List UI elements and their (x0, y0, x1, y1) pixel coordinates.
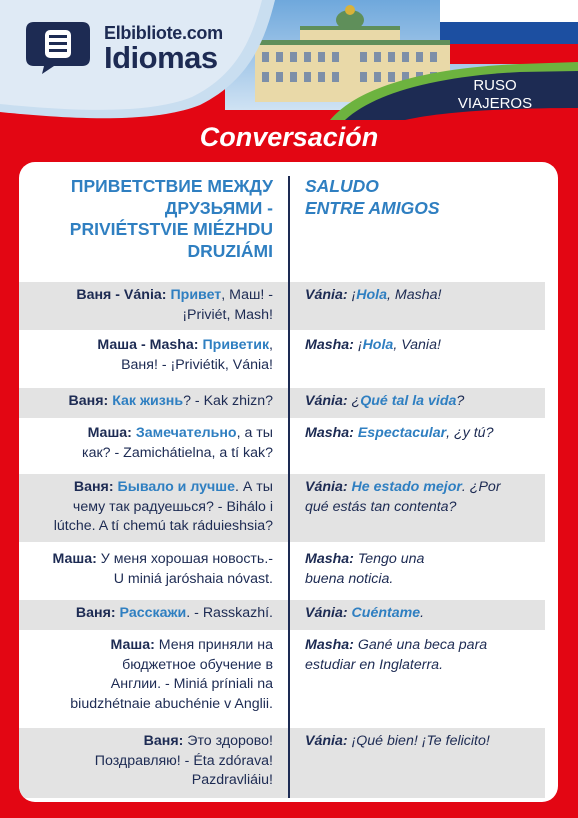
russian-line (27, 478, 273, 537)
speaker-name: Masha: (305, 337, 358, 353)
dialogue-text: Это здорово! (187, 733, 273, 749)
text-line (27, 604, 273, 624)
dialogue-text: как? - Zamichátielna, a tí kak? (82, 444, 273, 461)
dialogue-text: , а ты (236, 425, 273, 441)
brand-name: Idiomas (104, 40, 218, 75)
dialogue-text: , ¿y tú? (446, 425, 494, 441)
text-line (305, 478, 537, 498)
heading-russian-line: DRUZIÁMI (187, 240, 273, 261)
dialogue-text: ¡ (351, 287, 357, 303)
text-line (27, 636, 273, 656)
text-line (27, 732, 273, 752)
text-line (305, 550, 537, 570)
spanish-line (305, 392, 537, 412)
dialogue-row (19, 546, 545, 596)
dialogue-text: Поздравляю! - Éta zdórava! (94, 752, 273, 769)
column-divider (288, 176, 290, 798)
key-phrase: Замечательно (135, 425, 237, 441)
dialogue-text: Gané una beca para (357, 637, 488, 653)
dialogue-text: . - Rasskazhí. (186, 605, 273, 621)
header (0, 0, 578, 120)
speaker-name: Ваня: (143, 733, 188, 749)
dialogue-text: , (269, 337, 273, 353)
dialogue-text: qué estás tan contenta? (305, 498, 457, 515)
key-phrase: Hola (356, 287, 388, 303)
russian-line (27, 732, 273, 791)
text-line (27, 752, 273, 772)
speaker-name: Ваня: (73, 479, 118, 495)
text-line (305, 424, 537, 444)
text-line (27, 550, 273, 570)
dialogue-row (19, 474, 545, 542)
dialogue-text: . А ты (235, 479, 273, 495)
text-line (305, 636, 537, 656)
dialogue-row (19, 332, 545, 380)
dialogue-text: чему так радуешься? - Bihálo i (72, 498, 273, 515)
spanish-line (305, 732, 537, 752)
spanish-line (305, 478, 537, 517)
dialogue-text: buena noticia. (305, 570, 394, 587)
text-line (27, 306, 273, 326)
key-phrase: Espectacular (357, 425, 447, 441)
speaker-name: Vánia: (305, 605, 352, 621)
dialogue-text: ¡Qué bien! ¡Te felicito! (351, 733, 490, 749)
russian-line (27, 392, 273, 412)
text-line (27, 286, 273, 306)
badge-audience: VIAJEROS (457, 95, 533, 112)
dialogue-text: ¡ (357, 337, 363, 353)
speaker-name: Vánia: (305, 393, 352, 409)
russian-line (27, 550, 273, 589)
speaker-name: Masha: (305, 425, 358, 441)
badge-language: RUSO (473, 77, 517, 94)
dialogue-row (19, 282, 545, 330)
dialogue-text: ? - Kak zhizn? (183, 393, 273, 409)
level-badge (440, 77, 550, 113)
speaker-name: Vánia: (305, 287, 352, 303)
dialogue-text: U miniá jaróshaia nóvast. (113, 570, 273, 587)
key-phrase: Qué tal la vida (360, 393, 457, 409)
brand (104, 24, 223, 74)
dialogue-text: Pazdravliáiu! (191, 772, 273, 788)
spanish-line (305, 604, 537, 624)
dialogue-text: Англии. - Miniá príniali na (110, 676, 273, 692)
key-phrase: Cuéntame (351, 605, 421, 621)
speaker-name: Vánia: (305, 479, 352, 495)
text-line (305, 656, 537, 676)
spanish-line (305, 550, 537, 589)
russian-line (27, 604, 273, 624)
dialogue-row (19, 632, 545, 724)
dialogue-text: , Vania! (393, 337, 441, 353)
text-line (305, 604, 537, 624)
key-phrase: Привет (170, 287, 222, 303)
dialogue-row (19, 420, 545, 470)
text-line (27, 570, 273, 590)
heading-spanish-line: ENTRE AMIGOS (305, 197, 440, 218)
dialogue-text: estudiar en Inglaterra. (305, 656, 444, 673)
text-line (27, 656, 273, 676)
text-line (305, 336, 537, 356)
text-line (27, 517, 273, 537)
key-phrase: Приветик (202, 337, 270, 353)
dialogue-text: biudzhétnaie abuchénie v Anglii. (70, 695, 273, 712)
key-phrase: He estado mejor (351, 479, 462, 495)
dialogue-text: ¿ (351, 393, 361, 409)
dialogue-text: , Masha! (387, 287, 442, 303)
text-line (27, 695, 273, 715)
russian-line (27, 286, 273, 325)
text-line (27, 498, 273, 518)
dialogue-text: , Маш! - (221, 287, 273, 303)
russian-line (27, 336, 273, 375)
speaker-name: Маша: (110, 637, 159, 653)
text-line (305, 570, 537, 590)
spanish-line (305, 336, 537, 356)
dialogue-text: У меня хорошая новость.- (100, 551, 273, 567)
heading-russian (19, 176, 273, 262)
spanish-line (305, 636, 537, 675)
text-line (27, 478, 273, 498)
text-line (27, 424, 273, 444)
text-line (305, 286, 537, 306)
dialogue-text: ¡Priviét, Mash! (182, 306, 273, 323)
text-line (27, 392, 273, 412)
spanish-line (305, 424, 537, 444)
dialogue-text: Ваня! - ¡Priviétik, Vánia! (121, 356, 273, 373)
russian-line (27, 424, 273, 463)
logo-icon (24, 18, 94, 76)
text-line (305, 732, 537, 752)
dialogue-text: Меня приняли на (158, 637, 273, 653)
text-line (27, 771, 273, 791)
speaker-name: Ваня - Vánia: (76, 287, 171, 303)
speaker-name: Vánia: (305, 733, 352, 749)
russian-line (27, 636, 273, 714)
heading-russian-line: ПРИВЕТСТВИЕ МЕЖДУ (70, 176, 273, 196)
heading-spanish (305, 176, 545, 219)
speaker-name: Masha: (305, 637, 358, 653)
dialogue-text: бюджетное обучение в (122, 656, 273, 673)
speaker-name: Ваня: (75, 605, 120, 621)
key-phrase: Hola (362, 337, 394, 353)
text-line (305, 498, 537, 518)
key-phrase: Бывало и лучше (117, 479, 236, 495)
brand-site: Elbibliote.com (104, 23, 223, 43)
spanish-line (305, 286, 537, 306)
dialogue-row (19, 728, 545, 798)
dialogue-text: ? (456, 393, 465, 409)
dialogue-text: . (420, 605, 425, 621)
dialogue-row (19, 388, 545, 418)
dialogue-text: Tengo una (357, 551, 425, 567)
key-phrase: Расскажи (119, 605, 187, 621)
text-line (27, 336, 273, 356)
conversation-card (19, 162, 558, 802)
text-line (27, 675, 273, 695)
key-phrase: Как жизнь (112, 393, 184, 409)
dialogue-text: . ¿Por (461, 479, 501, 495)
dialogue-row (19, 600, 545, 630)
speaker-name: Маша: (87, 425, 136, 441)
page-title: Conversación (199, 122, 379, 152)
heading-russian-line: ДРУЗЬЯМИ - (164, 197, 273, 218)
heading-russian-line: PRIVIÉTSTVIE MIÉZHDU (69, 219, 273, 239)
text-line (305, 392, 537, 412)
speaker-name: Маша: (52, 551, 101, 567)
heading-spanish-line: SALUDO (305, 176, 379, 196)
speaker-name: Ваня: (68, 393, 113, 409)
dialogue-text: lútche. A tí chemú tak ráduieshsia? (53, 518, 273, 534)
text-line (27, 444, 273, 464)
speaker-name: Маша - Masha: (97, 337, 203, 353)
speaker-name: Masha: (305, 551, 358, 567)
text-line (27, 356, 273, 376)
